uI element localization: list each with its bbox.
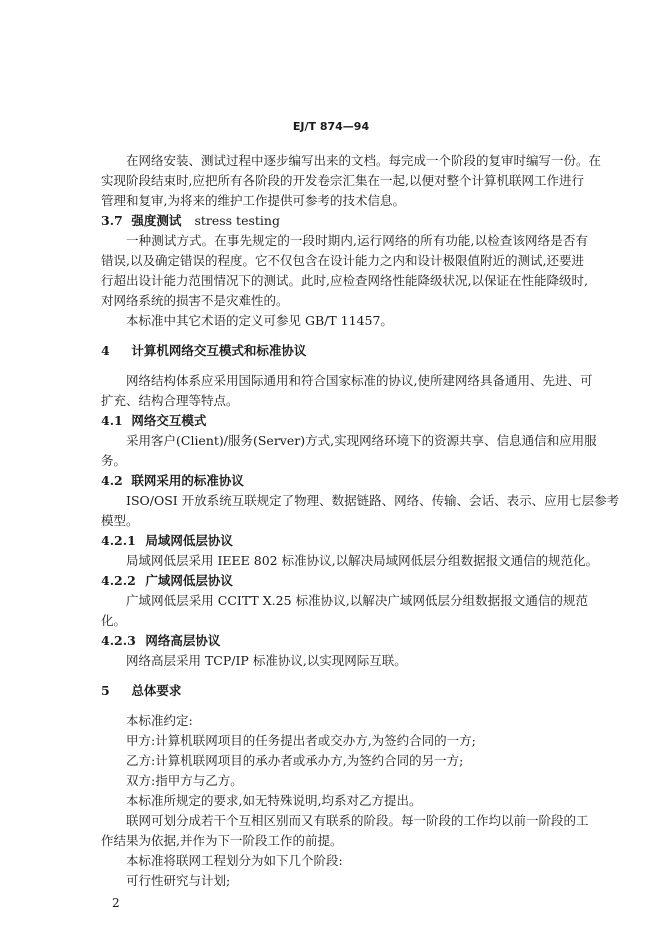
paragraph-line: ISO/OSI 开放系统互联规定了物理、数据链路、网络、传输、会话、表示、应用七层参考 — [126, 493, 620, 508]
paragraph-line: 务。 — [101, 453, 127, 468]
section-title: 计算机网络交互模式和标准协议 — [131, 343, 307, 358]
section-title: 广域网低层协议 — [145, 573, 233, 588]
paragraph-line: 模型。 — [101, 513, 139, 528]
paragraph-line: 作结果为依据,并作为下一阶段工作的前提。 — [101, 833, 343, 848]
paragraph-line: 实现阶段结束时,应把所有各阶段的开发卷宗汇集在一起,以便对整个计算机联网工作进行 — [101, 173, 584, 188]
section-number: 4.2 — [101, 473, 123, 488]
section-title: 联网采用的标准协议 — [131, 473, 244, 488]
section-4-1-heading — [101, 412, 206, 429]
section-title: 网络交互模式 — [131, 413, 207, 428]
section-5-heading — [101, 682, 181, 699]
section-4-2-2-heading — [101, 572, 233, 589]
paragraph-line: 错误,以及确定错误的程度。它不仅包含在设计能力之内和设计极限值附近的测试,还要进 — [101, 253, 584, 268]
section-title: 局域网低层协议 — [145, 533, 233, 548]
paragraph-line: 双方:指甲方与乙方。 — [126, 773, 243, 788]
paragraph-line: 联网可划分成若干个互相区别而又有联系的阶段。每一阶段的工作均以前一阶段的工 — [126, 813, 589, 828]
section-title-english: stress testing — [194, 213, 280, 228]
paragraph-line: 本标准将联网工程划分为如下几个阶段: — [126, 853, 343, 868]
paragraph-line: 对网络系统的损害不是灾难性的。 — [101, 293, 289, 308]
section-4-2-3-heading — [101, 632, 220, 649]
page-number: 2 — [112, 896, 120, 910]
paragraph-line: 扩充、结构合理等特点。 — [101, 393, 239, 408]
section-title: 网络高层协议 — [145, 633, 221, 648]
section-number: 5 — [101, 683, 110, 698]
paragraph-line: 在网络安装、测试过程中逐步编写出来的文档。每完成一个阶段的复审时编写一份。在 — [126, 153, 602, 168]
paragraph-line: 广域网低层采用 CCITT X.25 标准协议,以解决广域网低层分组数据报文通信的规范 — [126, 593, 588, 608]
section-3-7-heading — [101, 212, 280, 229]
section-4-heading — [101, 342, 306, 359]
paragraph-line: 乙方:计算机联网项目的承办者或承办方,为签约合同的另一方; — [126, 753, 464, 768]
paragraph-line: 可行性研究与计划; — [126, 873, 231, 888]
section-number: 4.2.2 — [101, 573, 136, 588]
paragraph-line: 本标准约定: — [126, 713, 193, 728]
paragraph-line: 化。 — [101, 613, 127, 628]
paragraph-line: 网络结构体系应采用国际通用和符合国家标准的协议,使所建网络具备通用、先进、可 — [126, 373, 593, 388]
paragraph-line: 局域网低层采用 IEEE 802 标准协议,以解决局域网低层分组数据报文通信的规范化。 — [126, 553, 599, 568]
paragraph-line: 一种测试方式。在事先规定的一段时期内,运行网络的所有功能,以检查该网络是否有 — [126, 233, 588, 248]
section-number: 4 — [101, 343, 110, 358]
paragraph-line: 甲方:计算机联网项目的任务提出者或交办方,为签约合同的一方; — [126, 733, 476, 748]
section-4-2-heading — [101, 472, 244, 489]
paragraph-line: 本标准中其它术语的定义可参见 GB/T 11457。 — [126, 313, 393, 328]
section-number: 4.2.3 — [101, 633, 136, 648]
section-title: 强度测试 — [131, 213, 182, 228]
standard-code-header: EJ/T 874—94 — [292, 120, 370, 133]
section-number: 4.1 — [101, 413, 123, 428]
section-title: 总体要求 — [131, 683, 182, 698]
paragraph-line: 网络高层采用 TCP/IP 标准协议,以实现网际互联。 — [126, 653, 407, 668]
section-number: 3.7 — [101, 213, 123, 228]
paragraph-line: 本标准所规定的要求,如无特殊说明,均系对乙方提出。 — [126, 793, 422, 808]
section-4-2-1-heading — [101, 532, 233, 549]
paragraph-line: 管理和复审,为将来的维护工作提供可参考的技术信息。 — [101, 193, 405, 208]
paragraph-line: 行超出设计能力范围情况下的测试。此时,应检查网络性能降级状况,以保证在性能降级时, — [101, 273, 588, 288]
paragraph-line: 采用客户(Client)/服务(Server)方式,实现网络环境下的资源共享、信息通信和应用服 — [126, 433, 597, 448]
section-number: 4.2.1 — [101, 533, 136, 548]
